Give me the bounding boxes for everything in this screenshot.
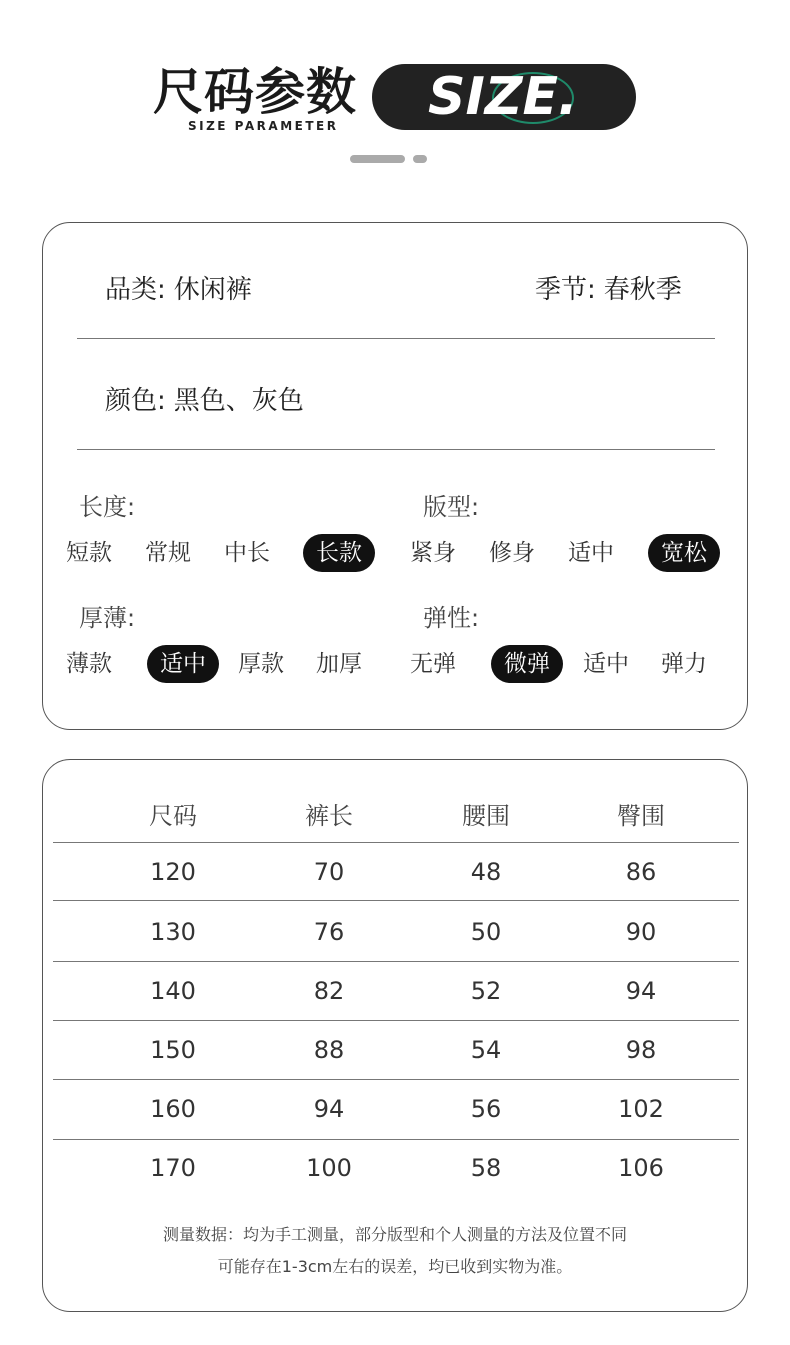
thickness-label: 厚薄: [79,604,136,632]
cell-hip: 86 [625,858,657,886]
color-info [105,386,304,416]
cell-pants-length: 82 [313,977,345,1005]
measurement-note-line2: 可能存在1-3cm左右的误差，均已收到实物为准。 [217,1257,573,1276]
color-value: 黑色、灰色 [173,386,304,416]
fit-option-loose: 宽松 [648,534,720,572]
size-badge [372,64,636,130]
divider [77,338,715,339]
thickness-option-extra-thick: 加厚 [316,651,362,677]
cell-pants-length: 70 [313,858,345,886]
cell-waist: 48 [470,858,502,886]
length-option-short: 短款 [66,540,112,566]
fit-option-slim: 修身 [489,540,535,566]
cell-size: 160 [150,1095,196,1123]
table-header [53,790,739,842]
table-row [53,1142,739,1194]
table-divider [53,842,739,843]
elasticity-label: 弹性: [423,604,480,632]
size-badge-text: SIZE. [428,67,578,127]
table-divider [53,961,739,962]
table-row [53,965,739,1017]
divider-dash-short [413,155,427,163]
page-title: 尺码参数 [153,63,357,121]
header-size: 尺码 [149,802,197,830]
product-info-card [42,222,748,730]
cell-hip: 98 [625,1036,657,1064]
cell-size: 170 [150,1154,196,1182]
elasticity-option-none: 无弹 [410,651,456,677]
thickness-option-thin: 薄款 [66,651,112,677]
cell-waist: 54 [470,1036,502,1064]
length-option-regular: 常规 [145,540,191,566]
size-table-card [42,759,748,1312]
cell-pants-length: 100 [306,1154,352,1182]
table-row [53,906,739,958]
table-divider [53,1139,739,1140]
color-label: 颜色: [105,386,166,416]
elasticity-options [397,645,737,683]
category-info [105,275,252,305]
elasticity-option-stretch: 弹力 [661,651,707,677]
cell-waist: 56 [470,1095,502,1123]
cell-size: 140 [150,977,196,1005]
season-info [535,275,682,305]
cell-pants-length: 88 [313,1036,345,1064]
cell-hip: 102 [618,1095,664,1123]
fit-options [397,534,737,572]
cell-pants-length: 76 [313,918,345,946]
length-option-mid: 中长 [224,540,270,566]
header-pants-length: 裤长 [305,802,353,830]
table-divider [53,1020,739,1021]
thickness-option-medium: 适中 [147,645,219,683]
page-subtitle: SIZE PARAMETER [188,119,339,133]
fit-option-medium: 适中 [568,540,614,566]
table-row [53,1083,739,1135]
measurement-note-line1: 测量数据：均为手工测量，部分版型和个人测量的方法及位置不同 [162,1225,627,1244]
cell-size: 120 [150,858,196,886]
cell-hip: 106 [618,1154,664,1182]
divider-dash-long [350,155,405,163]
cell-hip: 90 [625,918,657,946]
elasticity-option-medium: 适中 [583,651,629,677]
cell-waist: 50 [470,918,502,946]
cell-hip: 94 [625,977,657,1005]
table-row [53,1024,739,1076]
season-label: 季节: [535,275,596,305]
fit-option-tight: 紧身 [410,540,456,566]
header-hip: 臀围 [617,802,665,830]
fit-label: 版型: [423,493,480,521]
thickness-option-thick: 厚款 [238,651,284,677]
length-option-long: 长款 [303,534,375,572]
length-label: 长度: [79,493,136,521]
cell-waist: 52 [470,977,502,1005]
table-divider [53,1079,739,1080]
category-value: 休闲裤 [173,275,252,305]
thickness-options [53,645,393,683]
cell-size: 150 [150,1036,196,1064]
header-waist: 腰围 [462,802,510,830]
season-value: 春秋季 [603,275,682,305]
table-row [53,846,739,898]
cell-size: 130 [150,918,196,946]
elasticity-option-slight: 微弹 [491,645,563,683]
cell-waist: 58 [470,1154,502,1182]
cell-pants-length: 94 [313,1095,345,1123]
divider [77,449,715,450]
category-label: 品类: [105,275,166,305]
length-options [53,534,393,572]
table-divider [53,900,739,901]
